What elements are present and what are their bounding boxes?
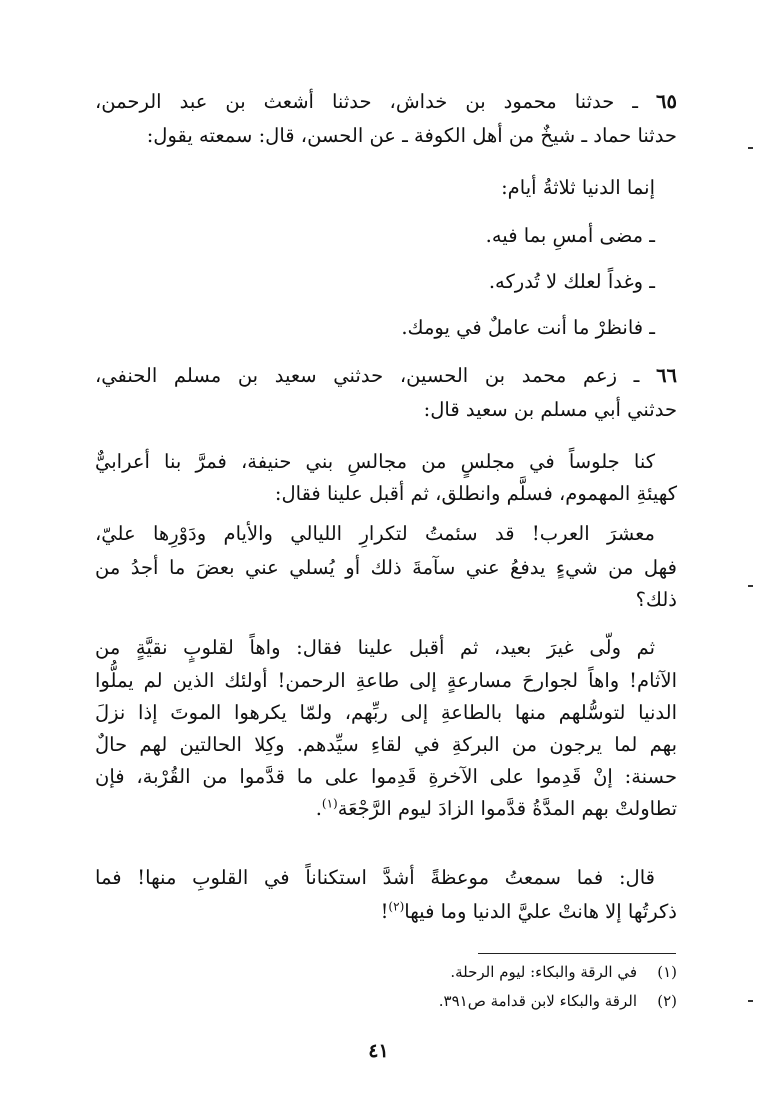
story-paragraph-1: كنا جلوساً في مجلسٍ من مجالسِ بني حنيفة، فمرَّ بنا أعرابيٌّ كهيئةِ المهموم، فسلَّم وانطلق، ثم أقبل علينا فقال: [95, 450, 677, 505]
footnote-separator [478, 953, 676, 954]
footnotes [300, 958, 677, 1016]
story-paragraph-3-cont: الآثام! واهاً لجوارحَ مسارعةٍ إلى طاعةِ الرحمن! أولئك الذين لم يملُّوا الدنيا لتوسُّلهم منها بالطاعةِ إلى ربِّهم، ولمّا يكرهوا الموتَ إذا نزلَ بهم لما يرجون من البركةِ في لقاءِ سيِّدهم. وكِلا الحالتين لهم حالٌ حسنة: إنْ قَدِموا على الآخرةِ قَدِموا على ما قدَّموا من القُرْبة، فإن تطاولتْ بهم المدَّةُ قدَّموا الزادَ ليوم الرَّجْعَة$^{(١)}$. [95, 665, 677, 825]
story-paragraph-3-last-line: تطاولتْ بهم المدَّةُ قدَّموا الزادَ ليوم الرَّجْعَة$^{(١)}$. [315, 796, 677, 820]
quote-line-3: ـ وغداً لعلك لا تُدركه. [488, 270, 655, 293]
quote-line-1: إنما الدنيا ثلاثةُ أيام: [501, 176, 655, 199]
edge-mark [748, 147, 753, 149]
paragraph-66-line-1: ٦٦ ـ زعم محمد بن الحسين، حدثني سعيد بن مسلم الحنفي، [95, 364, 678, 387]
story-paragraph-3: ثم ولّى غيرَ بعيد، ثم أقبل علينا فقال: واهاً لقلوبٍ نقيَّةٍ من [95, 636, 656, 659]
edge-mark [748, 1000, 753, 1002]
edge-mark [748, 585, 753, 587]
paragraph-65-cont [95, 120, 677, 152]
quote-line-4: ـ فانظرْ ما أنت عاملٌ في يومك. [401, 316, 655, 339]
footnote-2 [300, 987, 677, 1016]
paragraph-65-line-1: ٦٥ ـ حدثنا محمود بن خداش، حدثنا أشعث بن عبد الرحمن، [95, 90, 677, 113]
story-paragraph-4-cont [95, 896, 677, 928]
footnote-text: الرقة والبكاء لابن قدامة ص٣٩١. [438, 992, 637, 1010]
story-paragraph-2-cont: فهل من شيءٍ يدفعُ عني سآمةَ ذلك أو يُسلي عني بعضَ ما أجدُ من ذلك؟ [95, 556, 677, 611]
page-number: ٤١ [368, 1040, 389, 1062]
footnote-mark: (٢) [657, 992, 677, 1010]
story-paragraph-2: معشرَ العرب! قد سئمتُ لتكرارِ الليالي والأيام ودَوْرِها عليّ، [95, 522, 655, 545]
footnote-ref-2[interactable]: (٢) [388, 899, 405, 914]
paragraph-number: ٦٦ [656, 364, 678, 387]
paragraph-66-cont [95, 394, 677, 426]
footnote-1 [300, 958, 677, 987]
paragraph-66-line-2: حدثني أبي مسلم بن سعيد قال: [423, 398, 677, 421]
paragraph-65 [95, 86, 677, 118]
footnote-ref-1[interactable]: (١) [321, 796, 338, 811]
quote-line-2: ـ مضى أمسِ بما فيه. [485, 224, 655, 247]
footnote-text: في الرقة والبكاء: ليوم الرحلة. [450, 963, 637, 981]
story-paragraph-4: قال: فما سمعتُ موعظةً أشدَّ استكناناً في القلوبِ منها! فما [95, 866, 655, 889]
story-paragraph-4-last-line: ذكرتُها إلا هانتْ عليَّ الدنيا وما فيها$^{(٢)}$! [380, 899, 677, 923]
paragraph-65-line-2: حدثنا حماد ـ شيخٌ من أهل الكوفة ـ عن الحسن، قال: سمعته يقول: [146, 124, 677, 147]
paragraph-number: ٦٥ [656, 90, 677, 113]
paragraph-66 [95, 360, 677, 392]
footnote-mark: (١) [657, 963, 677, 981]
